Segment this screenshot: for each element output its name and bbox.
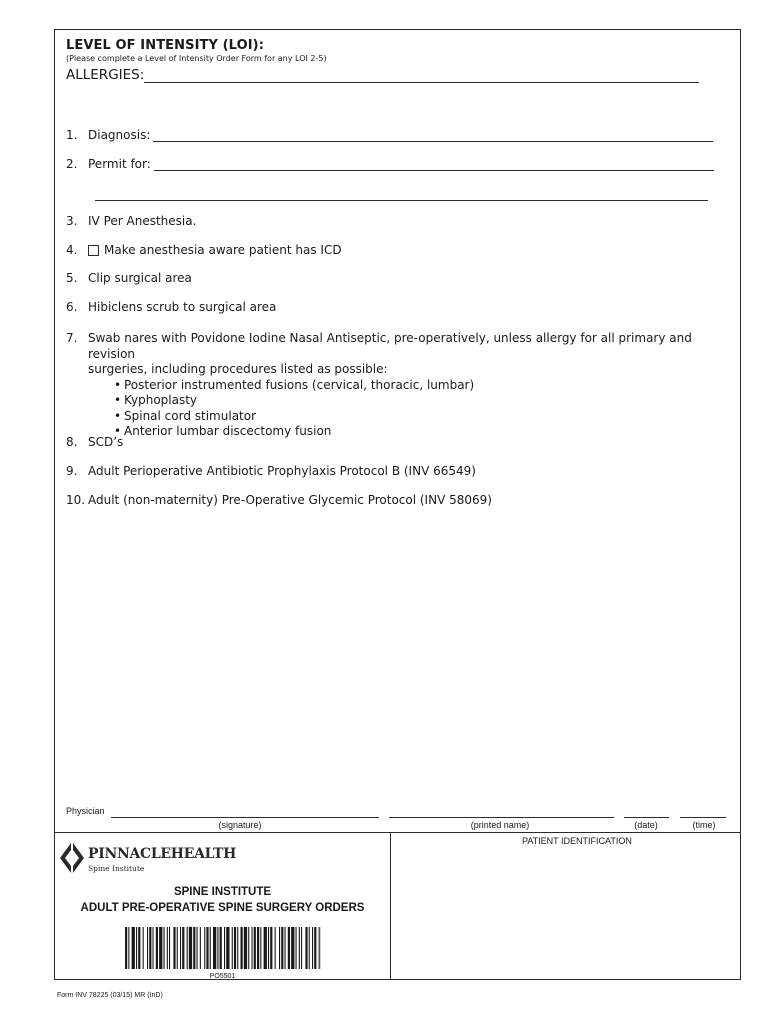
order-form-frame xyxy=(54,29,741,980)
patient-identification-label: PATIENT IDENTIFICATION xyxy=(522,836,632,846)
barcode xyxy=(125,927,321,969)
pinnacle-chevron-icon xyxy=(58,841,86,875)
item-number: 2. xyxy=(66,157,78,171)
item-text: Permit for: xyxy=(88,157,151,171)
form-title: ADULT PRE-OPERATIVE SPINE SURGERY ORDERS xyxy=(80,902,365,914)
order-item-9 xyxy=(66,464,476,478)
barcode-number: PO5501 xyxy=(209,973,236,980)
signature-line[interactable] xyxy=(111,817,379,818)
bullet-text: Posterior instrumented fusions (cervical, thoracic, lumbar) xyxy=(124,377,475,392)
loi-subtitle: (Please complete a Level of Intensity Order Form for any LOI 2-5) xyxy=(66,54,327,63)
item-text: Adult Perioperative Antibiotic Prophylaxis Protocol B (INV 66549) xyxy=(88,464,476,478)
item-text: SCD’s xyxy=(88,435,124,449)
icd-checkbox[interactable] xyxy=(88,245,99,256)
loi-title: LEVEL OF INTENSITY (LOI): xyxy=(66,38,265,53)
time-line[interactable] xyxy=(680,817,726,818)
item-text: Clip surgical area xyxy=(88,271,192,285)
permit-underline[interactable] xyxy=(154,158,714,171)
item-number: 4. xyxy=(66,243,78,257)
item-text: Adult (non-maternity) Pre-Operative Glycemic Protocol (INV 58069) xyxy=(88,493,492,507)
item-number: 7. xyxy=(66,331,78,345)
diagnosis-underline[interactable] xyxy=(153,129,713,142)
item-number: 8. xyxy=(66,435,78,449)
order-item-2 xyxy=(66,157,714,171)
bullet-item: • Posterior instrumented fusions (cervical, thoracic, lumbar) xyxy=(114,377,475,392)
footer-divider xyxy=(55,832,740,833)
order-item-4 xyxy=(66,243,342,257)
form-code: Form INV 78225 (03/15) MR (InD) xyxy=(57,992,163,999)
item-text: Make anesthesia aware patient has ICD xyxy=(104,243,342,257)
bullet-item: • Kyphoplasty xyxy=(114,393,198,407)
bullet-text: Anterior lumbar discectomy fusion xyxy=(124,424,332,438)
pinnaclehealth-logo xyxy=(58,841,237,881)
order-item-8 xyxy=(66,435,123,449)
order-item-3 xyxy=(66,214,196,228)
time-label: (time) xyxy=(692,820,716,830)
allergies-underline[interactable] xyxy=(144,69,699,83)
logo-subtext: Spine Institute xyxy=(88,864,145,873)
order-item-6 xyxy=(66,300,276,314)
item-number: 6. xyxy=(66,300,78,314)
item-number: 3. xyxy=(66,214,78,228)
order-item-7 xyxy=(66,331,726,440)
item-text: Hibiclens scrub to surgical area xyxy=(88,300,277,314)
order-item-5 xyxy=(66,271,192,285)
item-text: IV Per Anesthesia. xyxy=(88,214,197,228)
bullet-item: • Anterior lumbar discectomy fusion xyxy=(114,424,332,438)
bullet-text: Spinal cord stimulator xyxy=(124,408,257,423)
institute-title: SPINE INSTITUTE xyxy=(173,886,272,898)
bullet-text: Kyphoplasty xyxy=(124,393,198,407)
item-text: Diagnosis: xyxy=(88,128,151,142)
printed-name-label: (printed name) xyxy=(470,820,530,830)
allergies-field[interactable] xyxy=(66,67,699,83)
item-text-line1: Swab nares with Povidone Iodine Nasal Antiseptic, pre-operatively, unless allergy for all primary and revision xyxy=(88,331,692,361)
item-number: 10. xyxy=(66,493,86,507)
item-number: 5. xyxy=(66,271,78,285)
item-number: 9. xyxy=(66,464,78,478)
physician-label: Physician xyxy=(66,806,105,816)
item-text-line2: surgeries, including procedures listed as possible: xyxy=(88,362,388,376)
item-number: 1. xyxy=(66,128,78,142)
bullet-item: • Spinal cord stimulator xyxy=(114,408,257,423)
signature-label: (signature) xyxy=(218,820,262,830)
order-item-10 xyxy=(66,493,492,507)
date-label: (date) xyxy=(634,820,658,830)
order-item-1 xyxy=(66,128,713,142)
date-line[interactable] xyxy=(624,817,669,818)
footer-vertical-divider xyxy=(390,832,391,980)
permit-continuation-line[interactable] xyxy=(95,200,708,201)
allergies-label: ALLERGIES: xyxy=(66,67,145,83)
logo-wordmark: PINNACLEHEALTH xyxy=(88,846,237,862)
printed-name-line[interactable] xyxy=(389,817,614,818)
